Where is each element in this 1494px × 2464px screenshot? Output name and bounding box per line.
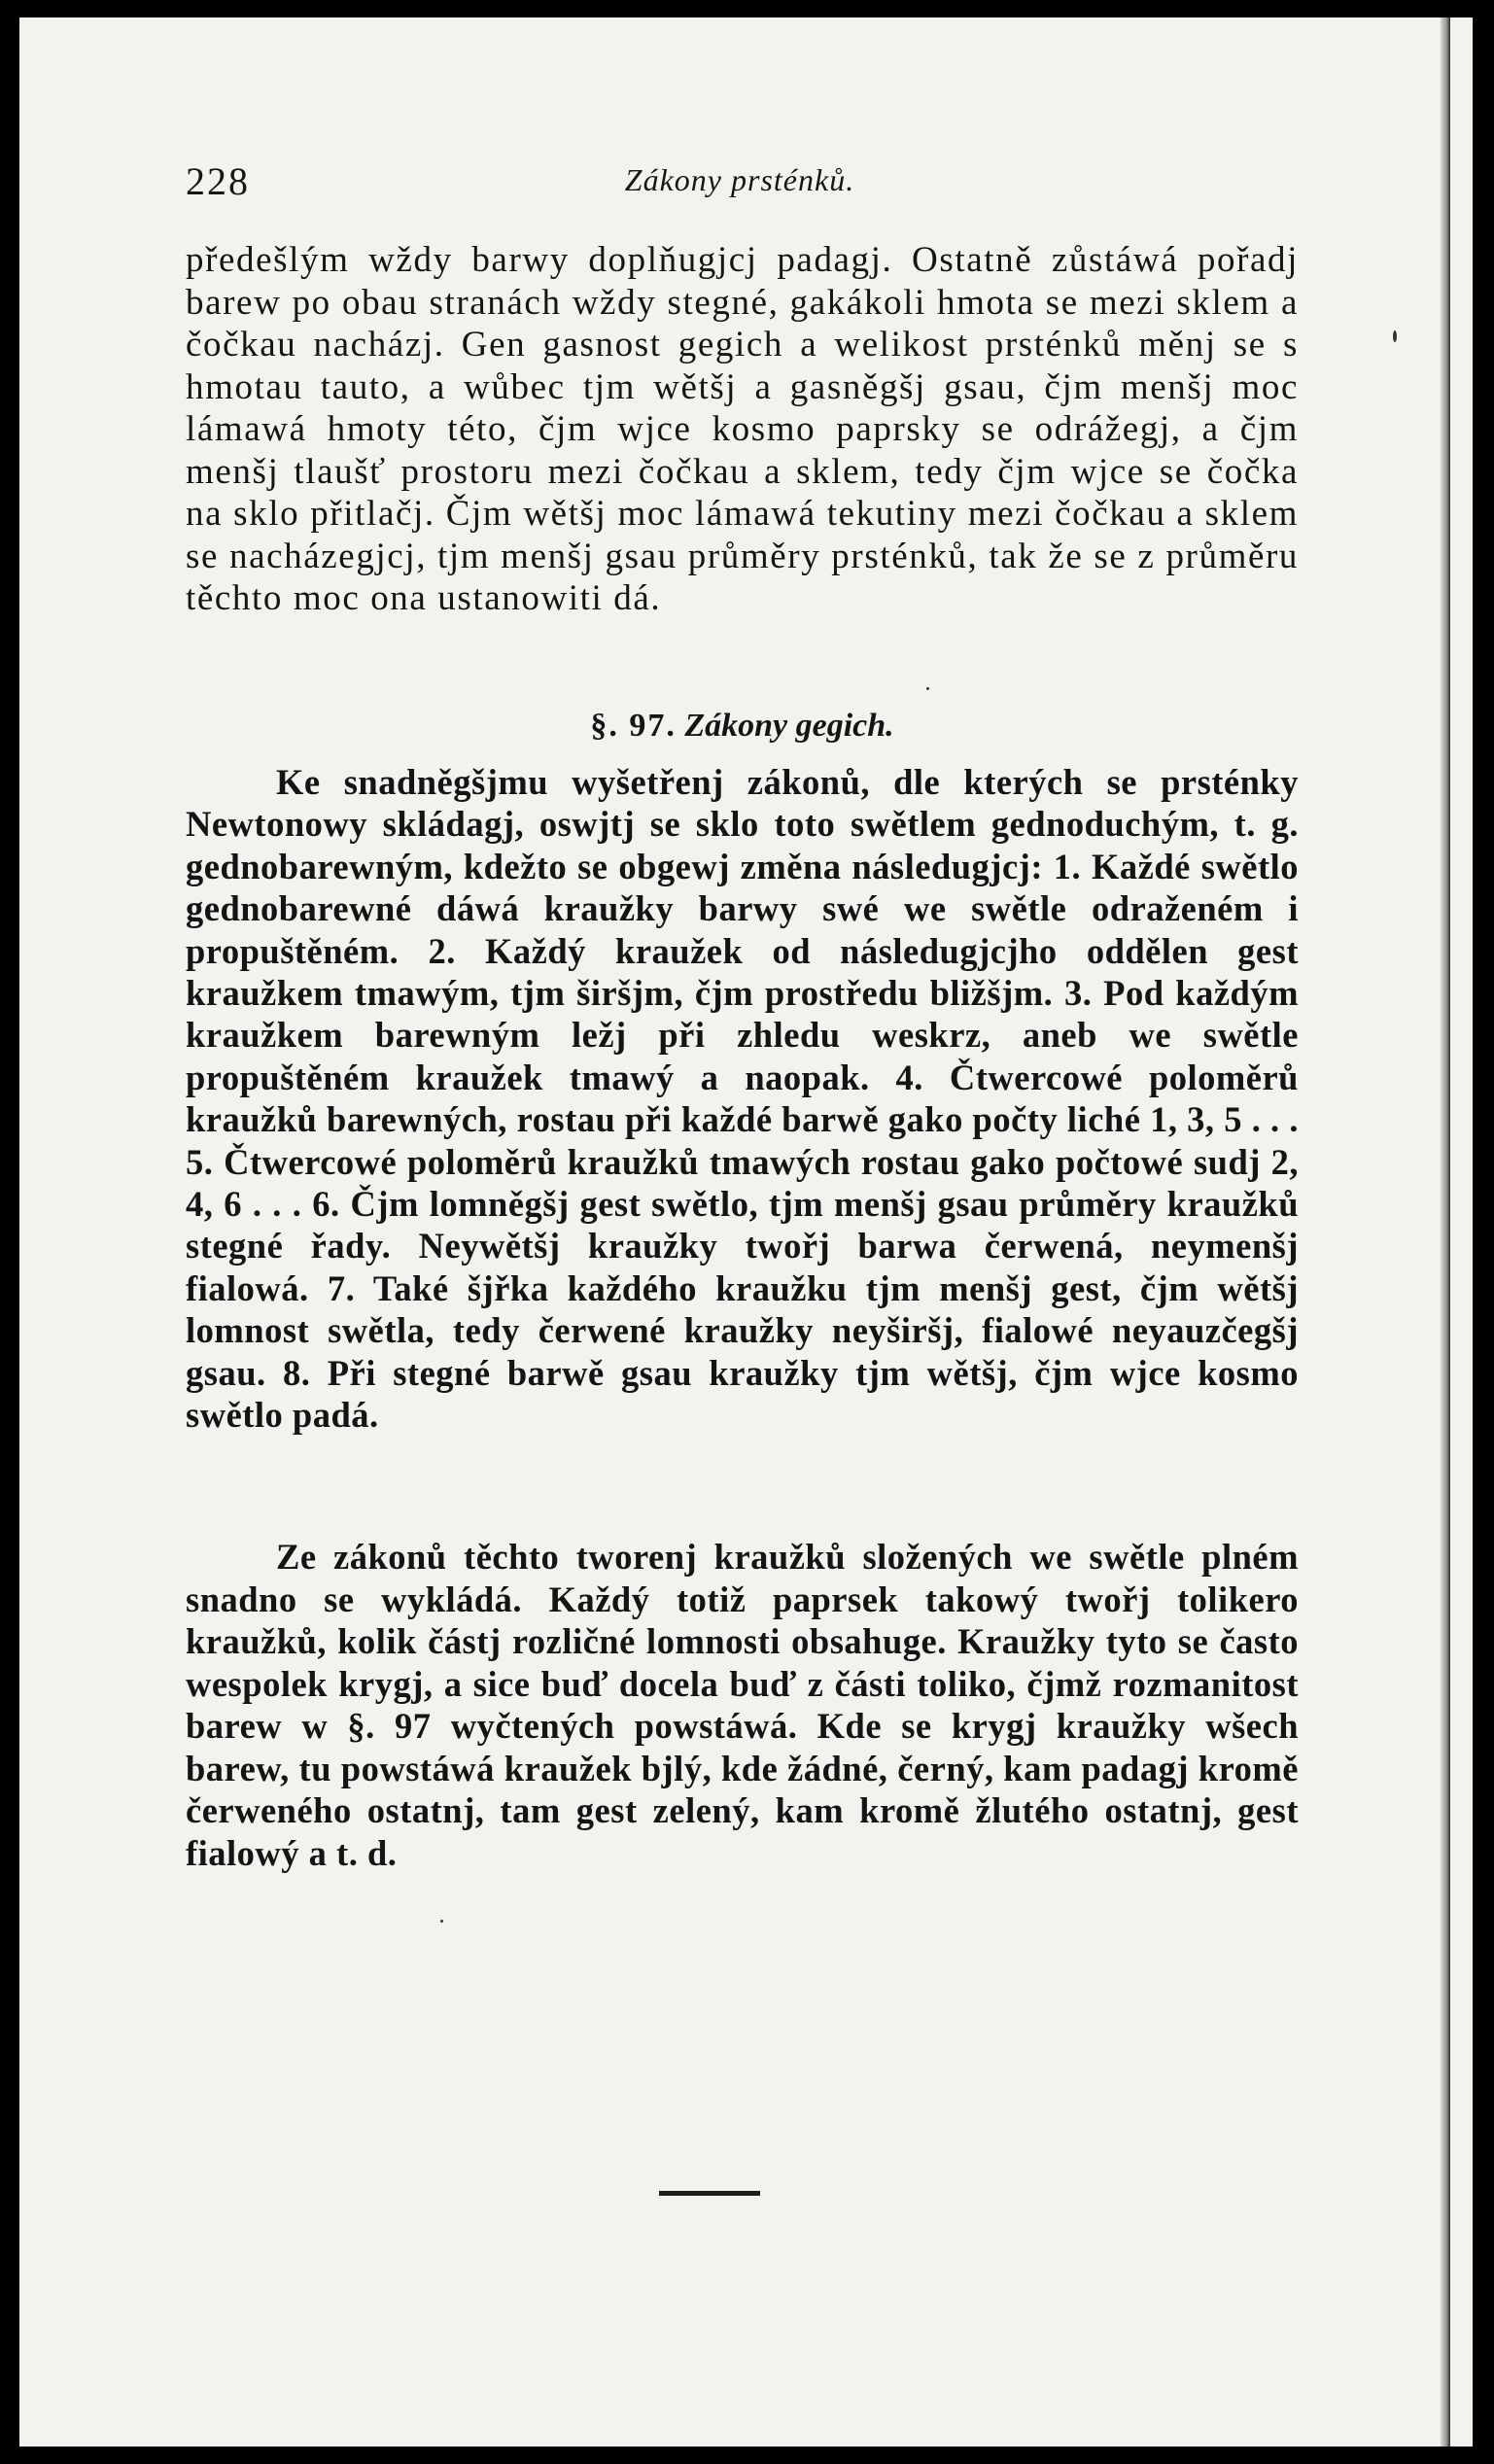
paragraph-laws: Ke snadněgšjmu wyšetřenj zákonů, dle kterých se prsténky Newtonowy skládagj, oswjtj se sklo toto swětlem gednoduchým, t. g. gednobarewným, kdežto se obgewj změna následugjcj: 1. Každé swětlo gednobarewné dáwá kraužky barwy swé we swětle odraženém i propuštěném. 2. Každý kraužek od následugjcjho oddělen gest kraužkem tmawým, tjm širšjm, čjm prostředu bližšjm. 3. Pod každým kraužkem barewným ležj při zhledu weskrz, aneb we swětle propuštěném kraužek tmawý a naopak. 4. Čtwercowé poloměrů kraužků barewných, rostau při každé barwě gako počty liché 1, 3, 5 . . . 5. Čtwercowé poloměrů kraužků tmawých rostau gako počtowé sudj 2, 4, 6 . . . 6. Čjm lomněgšj gest swětlo, tjm menšj gsau průměry kraužků stegné řady. Neywětšj kraužky twořj barwa čerwená, neymenšj fialowá. 7. Také šjřka každého kraužku tjm menšj gest, čjm wětšj lomnost swětla, tedy čerwené kraužky neyširšj, fialowé neyauzčegšj gsau. 8. Při stegné barwě gsau kraužky tjm wětšj, čjm wjce kosmo swětlo padá. [186,762,1299,1436]
paragraph-continuation: předešlým wždy barwy doplňugjcj padagj. Ostatně zůstáwá pořadj barew po obau stranách wždy stegné, gakákoli hmota se mezi sklem a čočkau nacházj. Gen gasnost gegich a welikost prsténků měnj se s hmotau tauto, a wůbec tjm wětšj a gasněgšj gsau, čjm menšj moc lámawá hmoty této, čjm wjce kosmo paprsky se odrážegj, a čjm menšj tlaušť prostoru mezi čočkau a sklem, tedy čjm wjce se čočka na sklo přitlačj. Čjm wětšj moc lámawá tekutiny mezi čočkau a sklem se nacházegjcj, tjm menšj gsau průměry prsténků, tak že se z průměru těchto moc ona ustanowiti dá. [186,240,1299,618]
page-edge-shadow [1441,17,1450,2447]
section-heading [186,708,1299,745]
ink-speck [440,1920,443,1923]
margin-speck [1393,330,1397,342]
end-rule [659,2191,760,2196]
running-title: Zákony prsténků. [624,162,855,197]
page-number: 228 [186,159,250,203]
section-title: Zákony gegich. [684,708,894,744]
paragraph-composite-light: Ze zákonů těchto tworenj kraužků složených we swětle plném snadno se wykládá. Každý totiž paprsek takowý twořj tolikero kraužků, kolik částj rozličné lomnosti obsahuge. Kraužky tyto se často wespolek krygj, a sice buď docela buď z části toliko, čjmž rozmanitost barew w §. 97 wyčtených powstáwá. Kde se krygj kraužky wšech barew, tu powstáwá kraužek bjlý, kde žádné, černý, kam padagj kromě čerweného ostatnj, tam gest zelený, kam kromě žlutého ostatnj, gest fialowý a t. d. [186,1537,1299,1873]
section-number: §. 97. [590,708,677,744]
ink-speck [926,687,929,690]
page-header [186,158,1294,205]
